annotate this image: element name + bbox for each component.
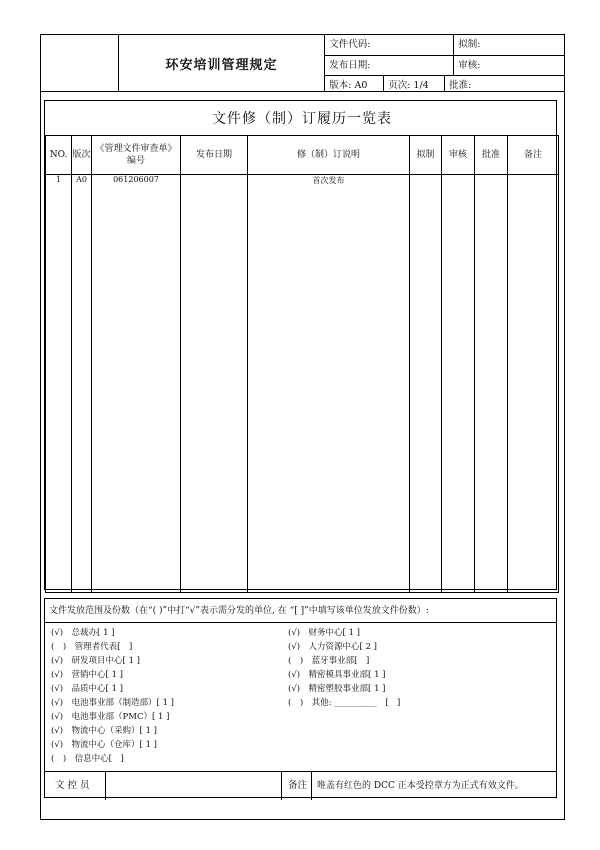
history-caption: 文件修（制）订履历一览表 <box>46 101 559 136</box>
dist-item-battery-pmc: (√) 电池事业部（PMC）[ 1 ] <box>51 712 170 722</box>
dist-item-finance-center: (√) 财务中心[ 1 ] <box>288 628 360 638</box>
dist-item-hr-center: (√) 人力资源中心[ 2 ] <box>288 642 377 652</box>
col-release-date: 发布日期 <box>181 136 248 175</box>
dist-item-president-office: (√) 总裁办[ 1 ] <box>51 628 115 638</box>
cell-reviewed <box>442 175 475 188</box>
distribution-intro: 文件发放范围及份数（在“( )”中打“√”表示需分发的单位, 在 “[ ]”中填写该单位发放文件份数）: <box>45 599 556 623</box>
col-version: 版次 <box>72 136 92 175</box>
cell-release-date <box>181 175 248 188</box>
drafted-label: 拟制: <box>458 39 481 50</box>
dist-item-info-center: ( ) 信息中心[ ] <box>51 754 124 764</box>
cell-review-sheet: 061206007 <box>92 175 181 188</box>
dist-item-rd-center: (√) 研发项目中心[ 1 ] <box>51 656 140 666</box>
controller-label: 文 控 员 <box>55 780 90 791</box>
cell-approved <box>475 175 508 188</box>
document-header <box>40 34 565 92</box>
document-title: 环安培训管理规定 <box>118 35 324 92</box>
col-description: 修（制）订说明 <box>248 136 410 175</box>
version-label: 版本: A0 <box>325 76 384 92</box>
dist-item-bluetooth-division: ( ) 蓝牙事业部[ ] <box>288 656 370 666</box>
release-date-label: 发布日期: <box>325 56 454 76</box>
dist-item-management-rep: ( ) 管理者代表[ ] <box>51 642 133 652</box>
dist-item-logistics-purchasing: (√) 物流中心（采购）[ 1 ] <box>51 726 157 736</box>
page-label: 页次: 1/4 <box>384 76 445 92</box>
cell-description: 首次发布 <box>248 175 410 188</box>
dist-item-quality-center: (√) 品质中心[ 1 ] <box>51 684 123 694</box>
doc-code-label: 文件代码: <box>325 35 454 55</box>
col-approved: 批准 <box>475 136 508 175</box>
dist-item-logistics-warehouse: (√) 物流中心（仓库）[ 1 ] <box>51 740 157 750</box>
table-row <box>46 175 559 188</box>
distribution-section <box>44 598 557 798</box>
col-reviewed: 审核 <box>442 136 475 175</box>
cell-no: 1 <box>46 175 72 188</box>
table-empty-area <box>46 187 559 593</box>
dist-item-battery-manufacturing: (√) 电池事业部（制造部）[ 1 ] <box>51 698 174 708</box>
remark-label: 备注 <box>288 780 308 791</box>
signature-footer <box>45 771 556 800</box>
cell-remark <box>508 175 559 188</box>
dist-item-precision-plastic: (√) 精密塑胶事业部[ 1 ] <box>288 684 386 694</box>
col-review-sheet: 《管理文件审查单》编号 <box>92 136 181 175</box>
cell-drafted <box>410 175 442 188</box>
dist-item-marketing-center: (√) 营销中心[ 1 ] <box>51 670 123 680</box>
col-remark: 备注 <box>508 136 559 175</box>
col-drafted: 拟制 <box>410 136 442 175</box>
dist-item-precision-mold: (√) 精密模具事业部[ 1 ] <box>288 670 386 680</box>
reviewed-label: 审核: <box>458 59 481 71</box>
col-no: NO. <box>46 136 72 175</box>
revision-history-table <box>44 100 557 590</box>
remark-text: 唯盖有红色的 DCC 正本受控章方为正式有效文件。 <box>317 781 524 791</box>
logo-cell <box>41 35 119 92</box>
dist-item-other: ( ) 其他: __________ [ ] <box>288 698 401 708</box>
cell-version: A0 <box>72 175 92 188</box>
approved-label: 批准: <box>445 76 565 92</box>
